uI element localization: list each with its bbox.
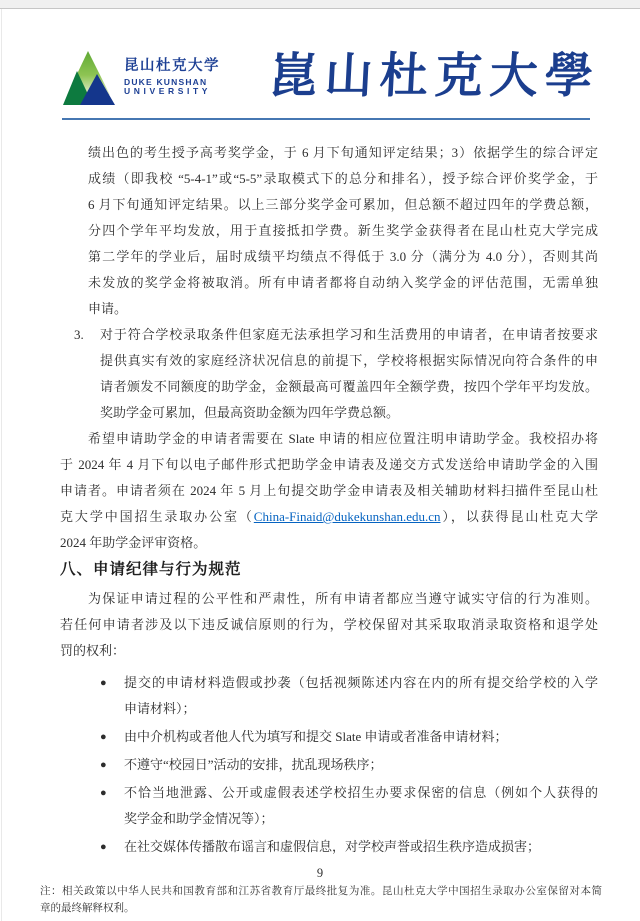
text-line: 罚的权利： bbox=[60, 643, 126, 658]
text-line: 对于符合学校录取条件但家庭无法承担学习和生活费用的申请者，在申请者按要求 bbox=[100, 327, 598, 342]
footer-note bbox=[40, 883, 602, 917]
text-line: 提供真实有效的家庭经济状况信息的前提下，学校将根据实际情况向符合条件的申 bbox=[100, 353, 598, 368]
list-number: 3. bbox=[74, 327, 84, 342]
bullet-marker: ● bbox=[100, 731, 107, 743]
bullet-marker: ● bbox=[100, 841, 107, 853]
page-number: 9 bbox=[316, 866, 324, 880]
section-heading: 八、申请纪律与行为规范 bbox=[60, 561, 242, 578]
text-line: 不恰当地泄露、公开或虚假表述学校招生办要求保密的信息（例如个人获得的 bbox=[124, 785, 598, 800]
numbered-item bbox=[60, 322, 598, 426]
bullet-marker: ● bbox=[100, 787, 107, 799]
text-line: 奖学金和助学金情况等）； bbox=[124, 811, 274, 826]
text-line: 希望申请助学金的申请者需要在 Slate 申请的相应位置注明申请助学金。我校招办将 bbox=[88, 431, 598, 446]
footer-line: 章的最终解释权利。 bbox=[40, 903, 135, 914]
bullet-item bbox=[60, 724, 598, 750]
document-body bbox=[60, 140, 598, 860]
text-line: 不遵守“校园日”活动的安排，扰乱现场秩序； bbox=[124, 757, 383, 772]
calligraphy-title: 崑山杜克大學 bbox=[268, 50, 602, 103]
logo-en-line1: DUKE KUNSHAN bbox=[124, 76, 208, 87]
text-line: 2024 年助学金评审资格。 bbox=[60, 535, 207, 550]
document-header bbox=[0, 9, 640, 118]
text-line: 未发放的奖学金将被取消。所有申请者都将自动纳入奖学金的评估范围，无需单独 bbox=[88, 275, 598, 290]
bullet-marker: ● bbox=[100, 759, 107, 771]
text-line: 分四个学年平均发放，用于直接抵扣学费。新生奖学金获得者在昆山杜克大学完成 bbox=[88, 223, 598, 238]
text-line: 请者颁发不同额度的助学金，金额最高可覆盖四年全额学费，按四个学年平均发放。 bbox=[100, 379, 598, 394]
text-line: 若任何申请者涉及以下违反诚信原则的行为，学校保留对其采取取消录取资格和退学处 bbox=[60, 617, 598, 632]
bullet-item bbox=[60, 752, 598, 778]
page-top-edge bbox=[0, 0, 640, 9]
bullet-item bbox=[60, 670, 598, 722]
dku-mountains-icon bbox=[63, 51, 115, 105]
text-line: 第二学年的学业后，届时成绩平均绩点不得低于 3.0 分（满分为 4.0 分），否则其尚 bbox=[88, 249, 598, 264]
text-line: 申请。 bbox=[88, 301, 128, 316]
text-line: 奖助学金可累加，但最高资助金额为四年学费总额。 bbox=[100, 405, 400, 420]
email-link[interactable]: China-Finaid@dukekunshan.edu.cn bbox=[253, 509, 441, 524]
text-line bbox=[60, 504, 598, 530]
text-line: 提交的申请材料造假或抄袭（包括视频陈述内容在内的所有提交给学校的入学 bbox=[124, 675, 598, 690]
footer-line: 注：相关政策以中华人民共和国教育部和江苏省教育厅最终批复为准。昆山杜克大学中国招生录取办公室保留对本简 bbox=[40, 886, 602, 897]
paragraph bbox=[60, 140, 598, 322]
text-line: 于 2024 年 4 月下旬以电子邮件形式把助学金申请表及递交方式发送给申请助学金的入围 bbox=[60, 457, 598, 472]
logo-wordmark bbox=[124, 59, 220, 96]
bullet-item bbox=[60, 780, 598, 832]
text-line: 申请材料）； bbox=[124, 701, 196, 716]
text-line: 在社交媒体传播散布谣言和虚假信息，对学校声誉或招生秩序造成损害； bbox=[124, 839, 541, 854]
text-line: 成绩（即我校 “5-4-1”或“5-5”录取模式下的总分和排名），授予综合评价奖学金，于 bbox=[88, 171, 598, 186]
logo-cn-name: 昆山杜克大学 bbox=[124, 58, 220, 74]
paragraph bbox=[60, 586, 598, 664]
text-line: 申请者。申请者须在 2024 年 5 月上旬提交助学金申请表及相关辅助材料扫描件至昆山杜 bbox=[60, 483, 598, 498]
text-segment: ），以获得昆山杜克大学 bbox=[440, 509, 598, 524]
bullet-marker: ● bbox=[100, 677, 107, 689]
text-line: 为保证申请过程的公平性和严肃性，所有申请者都应当遵守诚实守信的行为准则。 bbox=[88, 591, 598, 606]
text-line: 绩出色的考生授予高考奖学金，于 6 月下旬通知评定结果；3）依据学生的综合评定 bbox=[88, 145, 598, 160]
bullet-item bbox=[60, 834, 598, 860]
logo-en-line2: UNIVERSITY bbox=[124, 86, 212, 96]
header-divider bbox=[62, 118, 590, 120]
text-line: 6 月下旬通知评定结果。以上三部分奖学金可累加，但总额不超过四年的学费总额， bbox=[88, 197, 598, 212]
paragraph bbox=[60, 426, 598, 556]
page-left-edge bbox=[1, 9, 2, 921]
text-line: 由中介机构或者他人代为填写和提交 Slate 申请或者准备申请材料； bbox=[124, 729, 508, 744]
text-segment: 克大学中国招生录取办公室（ bbox=[60, 509, 254, 524]
